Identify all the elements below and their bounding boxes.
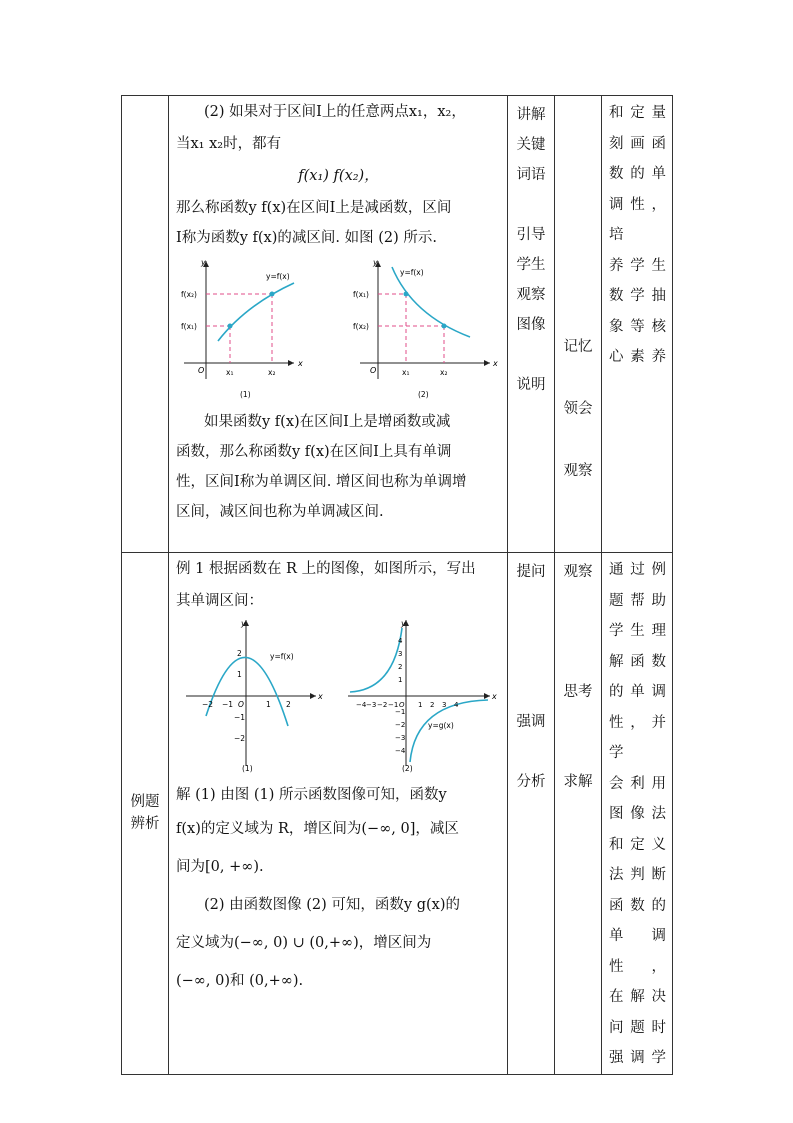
intent-line: 学生理 (609, 623, 666, 639)
x-tick-label: x₂ (440, 368, 448, 377)
x-axis-label: x (298, 359, 303, 368)
design-intent-cell (602, 96, 673, 553)
origin-label: O (198, 366, 205, 375)
y-tick-label: 1 (237, 670, 242, 679)
section-label-cell (122, 553, 169, 1075)
teacher-note: 关键 (516, 137, 546, 153)
intent-line: 象等核 (609, 318, 666, 335)
solution-line-4: (2) 由函数图像 (2) 可知，函数y g(x)的 (204, 897, 460, 913)
intent-line: 会利用 (609, 775, 666, 792)
section-label-line: 辨析 (130, 816, 160, 833)
teacher-note: 图像 (516, 317, 546, 333)
figure-caption: (2) (402, 764, 413, 773)
intent-line: 和定量 (609, 105, 666, 121)
teacher-note: 引导 (516, 227, 546, 243)
x-tick-label: x₁ (226, 368, 234, 377)
figure-caption: (1) (240, 390, 251, 399)
y-tick-label: 4 (398, 637, 403, 645)
intent-line: 数学抽 (609, 288, 666, 304)
example-prompt-line-2: 其单调区间： (176, 593, 263, 609)
monotonic-definition-line-1: 如果函数y f(x)在区间I上是增函数或减 (204, 414, 451, 430)
curve-label: y=f(x) (270, 652, 294, 661)
intent-line: 题帮助 (609, 592, 666, 609)
student-activity-cell (555, 96, 602, 553)
y-tick-label: 2 (398, 663, 403, 671)
design-intent-text (602, 96, 672, 373)
intent-line: 强调学 (609, 1050, 666, 1066)
y-tick-label: −4 (395, 747, 406, 755)
y-axis-label: y (201, 258, 206, 267)
intent-line: 图像法 (609, 806, 666, 822)
monotonic-figure-pair (176, 253, 500, 403)
reciprocal-graph (348, 619, 497, 773)
x-tick-label: x₁ (402, 368, 410, 377)
student-note: 观察 (563, 564, 593, 580)
x-axis-label: x (318, 692, 323, 701)
content-cell (169, 553, 508, 1075)
x-tick-label: 4 (454, 701, 459, 709)
student-note: 观察 (563, 463, 593, 479)
x-tick-label: −3 (366, 701, 377, 709)
y-axis-label: y (401, 619, 406, 628)
teacher-note: 观察 (516, 287, 546, 303)
intent-line: 数的单 (609, 166, 666, 182)
x-tick-label: 2 (286, 700, 291, 709)
intent-line: 调性，培 (609, 196, 666, 243)
y-tick-label: 2 (237, 649, 242, 658)
y-tick-label: f(x₂) (353, 322, 369, 331)
teacher-note: 强调 (516, 714, 546, 730)
table-row-example (122, 553, 673, 1075)
y-axis-label: y (241, 619, 246, 628)
example-prompt-line-1: 例 1 根据函数在 R 上的图像，如图所示，写出 (176, 561, 476, 577)
section-label (122, 791, 168, 835)
x-tick-label: −4 (356, 701, 367, 709)
y-tick-label: 1 (398, 676, 403, 684)
content-cell (169, 96, 508, 553)
intent-line: 养学生 (609, 257, 666, 274)
intent-line: 通过例 (609, 562, 666, 578)
teacher-note: 分析 (516, 774, 546, 790)
teacher-note: 词语 (516, 167, 546, 183)
x-tick-label: −2 (377, 701, 388, 709)
x-tick-label: −1 (222, 700, 234, 709)
origin-label: O (370, 366, 377, 375)
teacher-activity-list (508, 553, 554, 797)
section-label-cell-empty (122, 96, 169, 553)
teacher-note: 提问 (516, 564, 546, 580)
intent-line: 单调性， (609, 928, 666, 975)
x-tick-label: O (399, 701, 405, 709)
figure-caption: (1) (242, 764, 253, 773)
y-axis-label: y (373, 258, 378, 267)
x-tick-label: −2 (202, 700, 214, 709)
increasing-function-graph (181, 258, 303, 399)
student-activity-cell (555, 553, 602, 1075)
section-label-line: 例题 (130, 794, 160, 811)
student-note: 记忆 (563, 339, 593, 355)
curve-label: y=f(x) (266, 272, 290, 281)
lesson-plan-table (121, 95, 673, 1075)
definition-line-5: I称为函数y f(x)的减区间. 如图 (2) 所示. (176, 230, 437, 246)
parabola-graph (186, 619, 323, 773)
y-tick-label: f(x₁) (353, 290, 369, 299)
x-tick-label: x₂ (268, 368, 276, 377)
y-tick-label: −3 (395, 734, 406, 742)
y-tick-label: −2 (234, 734, 246, 743)
student-note: 求解 (563, 774, 593, 790)
student-note: 领会 (563, 401, 593, 417)
solution-line-6: (−∞, 0)和 (0,+∞). (176, 973, 304, 989)
decreasing-function-graph (353, 258, 498, 399)
intent-line: 刻画函 (609, 135, 666, 152)
y-tick-label: f(x₂) (181, 290, 197, 299)
monotonic-definition-line-4: 区间，减区间也称为单调减区间. (176, 504, 384, 520)
y-tick-label: −1 (234, 713, 246, 722)
x-tick-label: 1 (266, 700, 271, 709)
intent-line: 法判断 (609, 867, 666, 883)
x-tick-label: O (238, 700, 244, 709)
teacher-activity-cell (508, 96, 555, 553)
intent-line: 解函数 (609, 653, 666, 670)
teacher-note: 讲解 (516, 107, 546, 123)
student-note: 思考 (563, 684, 593, 700)
intent-line: 函数的 (609, 897, 666, 914)
design-intent-text (602, 553, 672, 1074)
solution-line-2: f(x)的定义域为 R，增区间为(−∞, 0]，减区 (176, 821, 459, 837)
x-axis-label: x (493, 359, 498, 368)
intent-line: 在解决 (609, 989, 666, 1005)
table-row-definition (122, 96, 673, 553)
solution-line-5: 定义域为(−∞, 0) ∪ (0,+∞)，增区间为 (176, 935, 432, 951)
y-tick-label: 3 (398, 650, 403, 658)
x-axis-label: x (492, 692, 497, 701)
example-figure-pair (176, 616, 500, 776)
intent-line: 的单调 (609, 684, 666, 700)
teacher-note: 说明 (516, 377, 546, 393)
design-intent-cell (602, 553, 673, 1075)
solution-line-1: 解 (1) 由图 (1) 所示函数图像可知，函数y (176, 787, 447, 803)
intent-line: 和定义 (609, 836, 666, 853)
monotonic-definition-line-2: 函数，那么称函数y f(x)在区间I上具有单调 (176, 444, 452, 460)
y-tick-label: −2 (395, 721, 406, 729)
curve-label: y=g(x) (428, 721, 454, 730)
x-tick-label: −1 (388, 701, 399, 709)
y-tick-label: f(x₁) (181, 322, 197, 331)
x-tick-label: 1 (418, 701, 423, 709)
solution-line-3: 间为[0, +∞). (176, 859, 264, 875)
curve-label: y=f(x) (400, 268, 424, 277)
definition-line-2: 当x₁ x₂时，都有 (176, 136, 282, 152)
definition-line-1: (2) 如果对于区间I上的任意两点x₁，x₂， (204, 104, 466, 120)
intent-line: 性，并学 (609, 714, 666, 761)
monotonic-definition-line-3: 性，区间I称为单调区间. 增区间也称为单调增 (176, 474, 467, 490)
x-tick-label: 3 (442, 701, 447, 709)
figure-caption: (2) (418, 390, 429, 399)
inequality-line: f(x₁) f(x₂)， (298, 168, 379, 184)
student-activity-list (555, 96, 601, 502)
intent-line: 心素养 (609, 349, 666, 365)
teacher-note: 学生 (516, 257, 546, 273)
teacher-activity-list (508, 96, 554, 400)
y-tick-label: −1 (395, 708, 406, 716)
intent-line: 问题时 (609, 1019, 666, 1036)
student-activity-list (555, 553, 601, 797)
definition-line-4: 那么称函数y f(x)在区间I上是减函数，区间 (176, 200, 452, 216)
x-tick-label: 2 (430, 701, 435, 709)
teacher-activity-cell (508, 553, 555, 1075)
